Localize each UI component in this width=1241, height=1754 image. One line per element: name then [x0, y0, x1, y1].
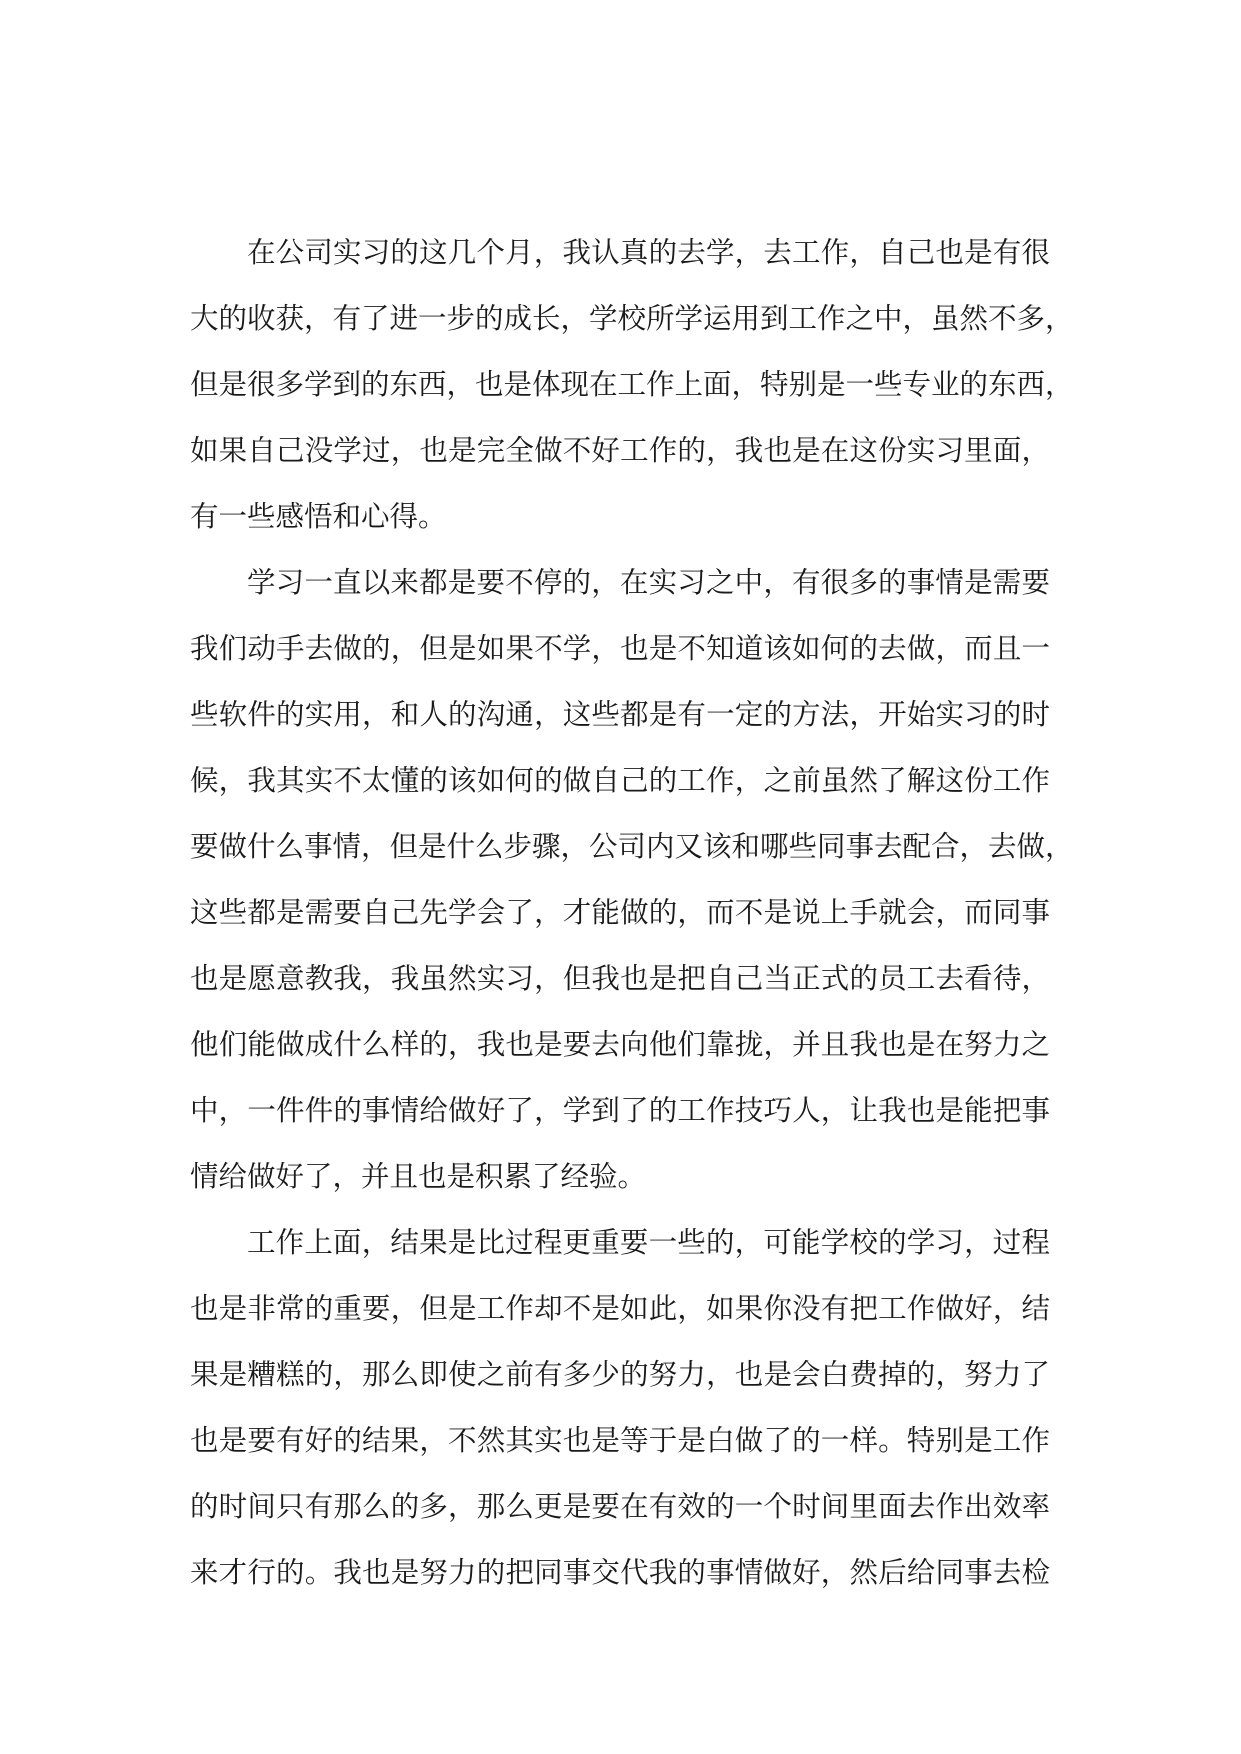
text-line: 在公司实习的这几个月，我认真的去学，去工作，自己也是有很: [247, 236, 1050, 269]
paragraph-3: [190, 1210, 1050, 1606]
text-line: 果是糟糕的，那么即使之前有多少的努力，也是会白费掉的，努力了: [190, 1358, 1050, 1391]
text-line: 来才行的。我也是努力的把同事交代我的事情做好，然后给同事去检: [190, 1556, 1050, 1589]
text-line: 但是很多学到的东西，也是体现在工作上面，特别是一些专业的东西，: [190, 368, 1074, 401]
text-line: 也是非常的重要，但是工作却不是如此，如果你没有把工作做好，结: [190, 1292, 1050, 1325]
text-line: 要做什么事情，但是什么步骤，公司内又该和哪些同事去配合，去做，: [190, 830, 1074, 863]
text-line: 学习一直以来都是要不停的，在实习之中，有很多的事情是需要: [247, 566, 1050, 599]
text-line: 中，一件件的事情给做好了，学到了的工作技巧人，让我也是能把事: [190, 1094, 1050, 1127]
text-line: 大的收获，有了进一步的成长，学校所学运用到工作之中，虽然不多，: [190, 302, 1074, 335]
text-line: 些软件的实用，和人的沟通，这些都是有一定的方法，开始实习的时: [190, 698, 1050, 731]
text-line: 有一些感悟和心得。: [190, 500, 447, 533]
text-line: 如果自己没学过，也是完全做不好工作的，我也是在这份实习里面，: [190, 434, 1050, 467]
paragraph-1: [190, 220, 1074, 550]
text-line: 工作上面，结果是比过程更重要一些的，可能学校的学习，过程: [247, 1226, 1050, 1259]
text-line: 候，我其实不太懂的该如何的做自己的工作，之前虽然了解这份工作: [190, 764, 1050, 797]
document-body: [190, 220, 1074, 1606]
text-line: 情给做好了，并且也是积累了经验。: [190, 1160, 647, 1193]
text-line: 的时间只有那么的多，那么更是要在有效的一个时间里面去作出效率: [190, 1490, 1050, 1523]
text-line: 也是要有好的结果，不然其实也是等于是白做了的一样。特别是工作: [190, 1424, 1050, 1457]
paragraph-2: [190, 550, 1074, 1210]
text-line: 我们动手去做的，但是如果不学，也是不知道该如何的去做，而且一: [190, 632, 1050, 665]
text-line: 也是愿意教我，我虽然实习，但我也是把自己当正式的员工去看待，: [190, 962, 1050, 995]
text-line: 这些都是需要自己先学会了，才能做的，而不是说上手就会，而同事: [190, 896, 1050, 929]
text-line: 他们能做成什么样的，我也是要去向他们靠拢，并且我也是在努力之: [190, 1028, 1050, 1061]
